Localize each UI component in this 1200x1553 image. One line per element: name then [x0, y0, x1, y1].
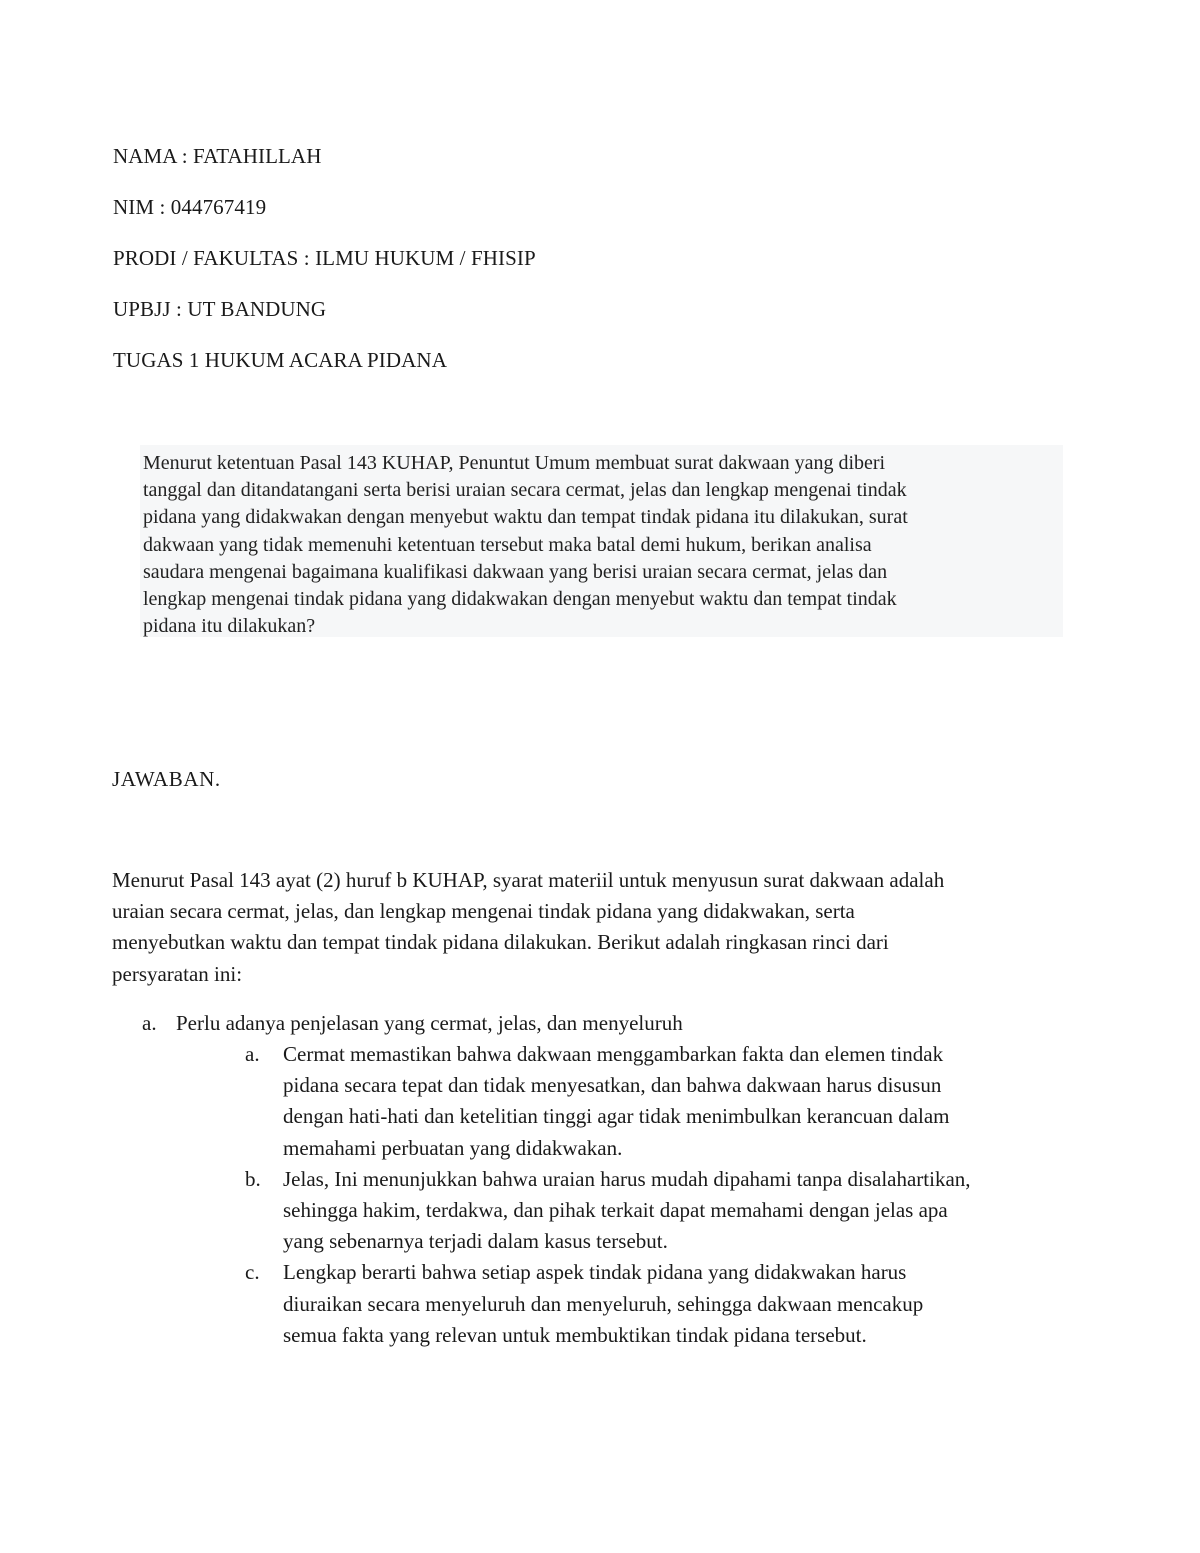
list-item-text: Perlu adanya penjelasan yang cermat, jelas, dan menyeluruh	[176, 1011, 683, 1035]
answer-intro-paragraph: Menurut Pasal 143 ayat (2) huruf b KUHAP, syarat materiil untuk menyusun surat dakwaan adalah uraian secara cermat, jelas, dan lengkap mengenai tindak pidana yang didakwakan, serta menyebutkan waktu dan tempat tindak pidana dilakukan. Berikut adalah ringkasan rinci dari persyaratan ini:	[112, 868, 945, 986]
assignment-title: TUGAS 1 HUKUM ACARA PIDANA	[113, 348, 447, 372]
sublist-item-jelas	[0, 1164, 1200, 1258]
answer-heading: JAWABAN.	[112, 767, 221, 791]
question-box: Menurut ketentuan Pasal 143 KUHAP, Penuntut Umum membuat surat dakwaan yang diberi tanggal dan ditandatangani serta berisi uraian secara cermat, jelas dan lengkap mengenai tindak pidana yang didakwakan dengan menyebut waktu dan tempat tindak pidana itu dilakukan, surat dakwaan yang tidak memenuhi ketentuan tersebut maka batal demi hukum, berikan analisa saudara mengenai bagaimana kualifikasi dakwaan yang berisi uraian secara cermat, jelas dan lengkap mengenai tindak pidana yang didakwakan dengan menyebut waktu dan tempat tindak pidana itu dilakukan?	[140, 445, 1063, 637]
sublist-item-cermat	[0, 1039, 1200, 1164]
list-marker: b.	[245, 1166, 261, 1191]
study-program: PRODI / FAKULTAS : ILMU HUKUM / FHISIP	[113, 246, 536, 270]
sublist-item-lengkap	[0, 1257, 1200, 1351]
requirements-sublist	[0, 1039, 1200, 1351]
student-nim: NIM : 044767419	[113, 195, 267, 219]
upbjj-location: UPBJJ : UT BANDUNG	[113, 297, 327, 321]
list-marker: a.	[142, 1011, 157, 1035]
list-item-text: Jelas, Ini menunjukkan bahwa uraian harus mudah dipahami tanpa disalahartikan, sehingga hakim, terdakwa, dan pihak terkait dapat memahami dengan jelas apa yang sebenarnya terjadi dalam kasus tersebut.	[283, 1166, 971, 1254]
list-marker: a.	[245, 1042, 260, 1066]
list-marker: c.	[245, 1260, 260, 1285]
student-name: NAMA : FATAHILLAH	[113, 144, 322, 168]
list-item-text: Cermat memastikan bahwa dakwaan menggambarkan fakta dan elemen tindak pidana secara tepat dan tidak menyesatkan, dan bahwa dakwaan harus disusun dengan hati-hati dan ketelitian tinggi agar tidak menimbulkan kerancuan dalam memahami perbuatan yang didakwakan.	[283, 1042, 950, 1160]
list-item-text: Lengkap berarti bahwa setiap aspek tindak pidana yang didakwakan harus diuraikan secara menyeluruh dan menyeluruh, sehingga dakwaan mencakup semua fakta yang relevan untuk membuktikan tindak pidana tersebut.	[283, 1260, 924, 1347]
